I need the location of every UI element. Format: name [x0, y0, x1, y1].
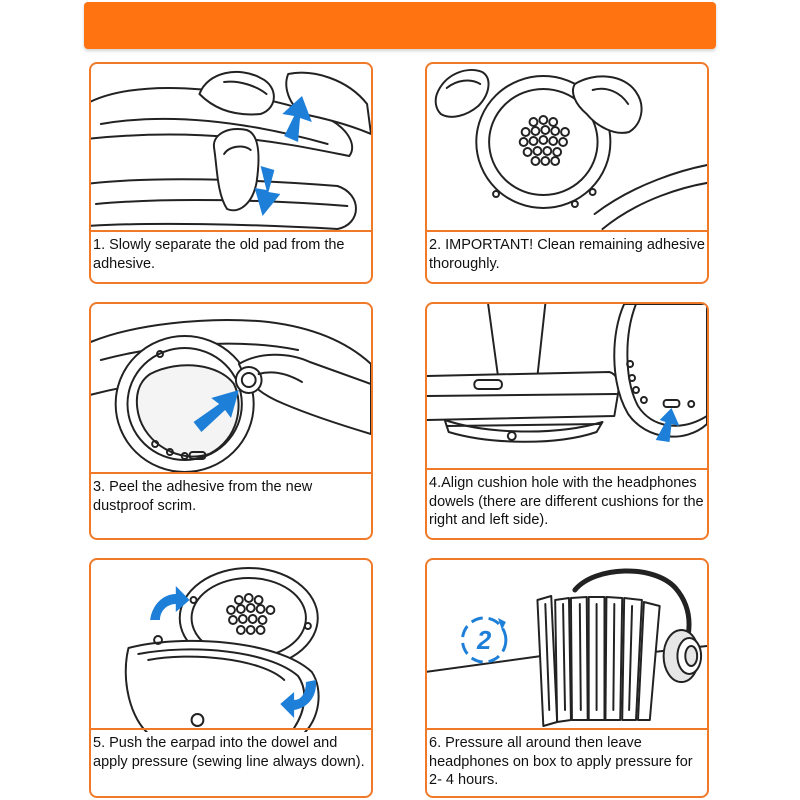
step-3-illustration [91, 304, 371, 476]
step-6-panel [425, 558, 709, 798]
step-4-panel [425, 302, 709, 540]
step-2-illustration [427, 64, 707, 234]
step-5-illustration [91, 560, 371, 732]
step-1-panel [89, 62, 373, 284]
step-4-caption: 4.Align cushion hole with the headphones dowels (there are different cushions for the right and left side). [427, 468, 707, 538]
step-5-panel [89, 558, 373, 798]
header-banner [84, 2, 716, 49]
book-stack-icon [537, 596, 659, 726]
step-2-caption: 2. IMPORTANT! Clean remaining adhesive thoroughly. [427, 230, 707, 282]
step-5-caption: 5. Push the earpad into the dowel and apply pressure (sewing line always down). [91, 728, 371, 796]
timer-icon [462, 618, 505, 662]
timer-label: 2 [477, 626, 492, 656]
step-1-caption: 1. Slowly separate the old pad from the adhesive. [91, 230, 371, 282]
step-3-panel [89, 302, 373, 540]
step-4-illustration [427, 304, 707, 472]
step-2-panel [425, 62, 709, 284]
step-6-caption: 6. Pressure all around then leave headphones on box to apply pressure for 2- 4 hours. [427, 728, 707, 796]
step-6-illustration [427, 560, 707, 732]
step-3-caption: 3. Peel the adhesive from the new dustproof scrim. [91, 472, 371, 538]
step-1-illustration [91, 64, 371, 234]
